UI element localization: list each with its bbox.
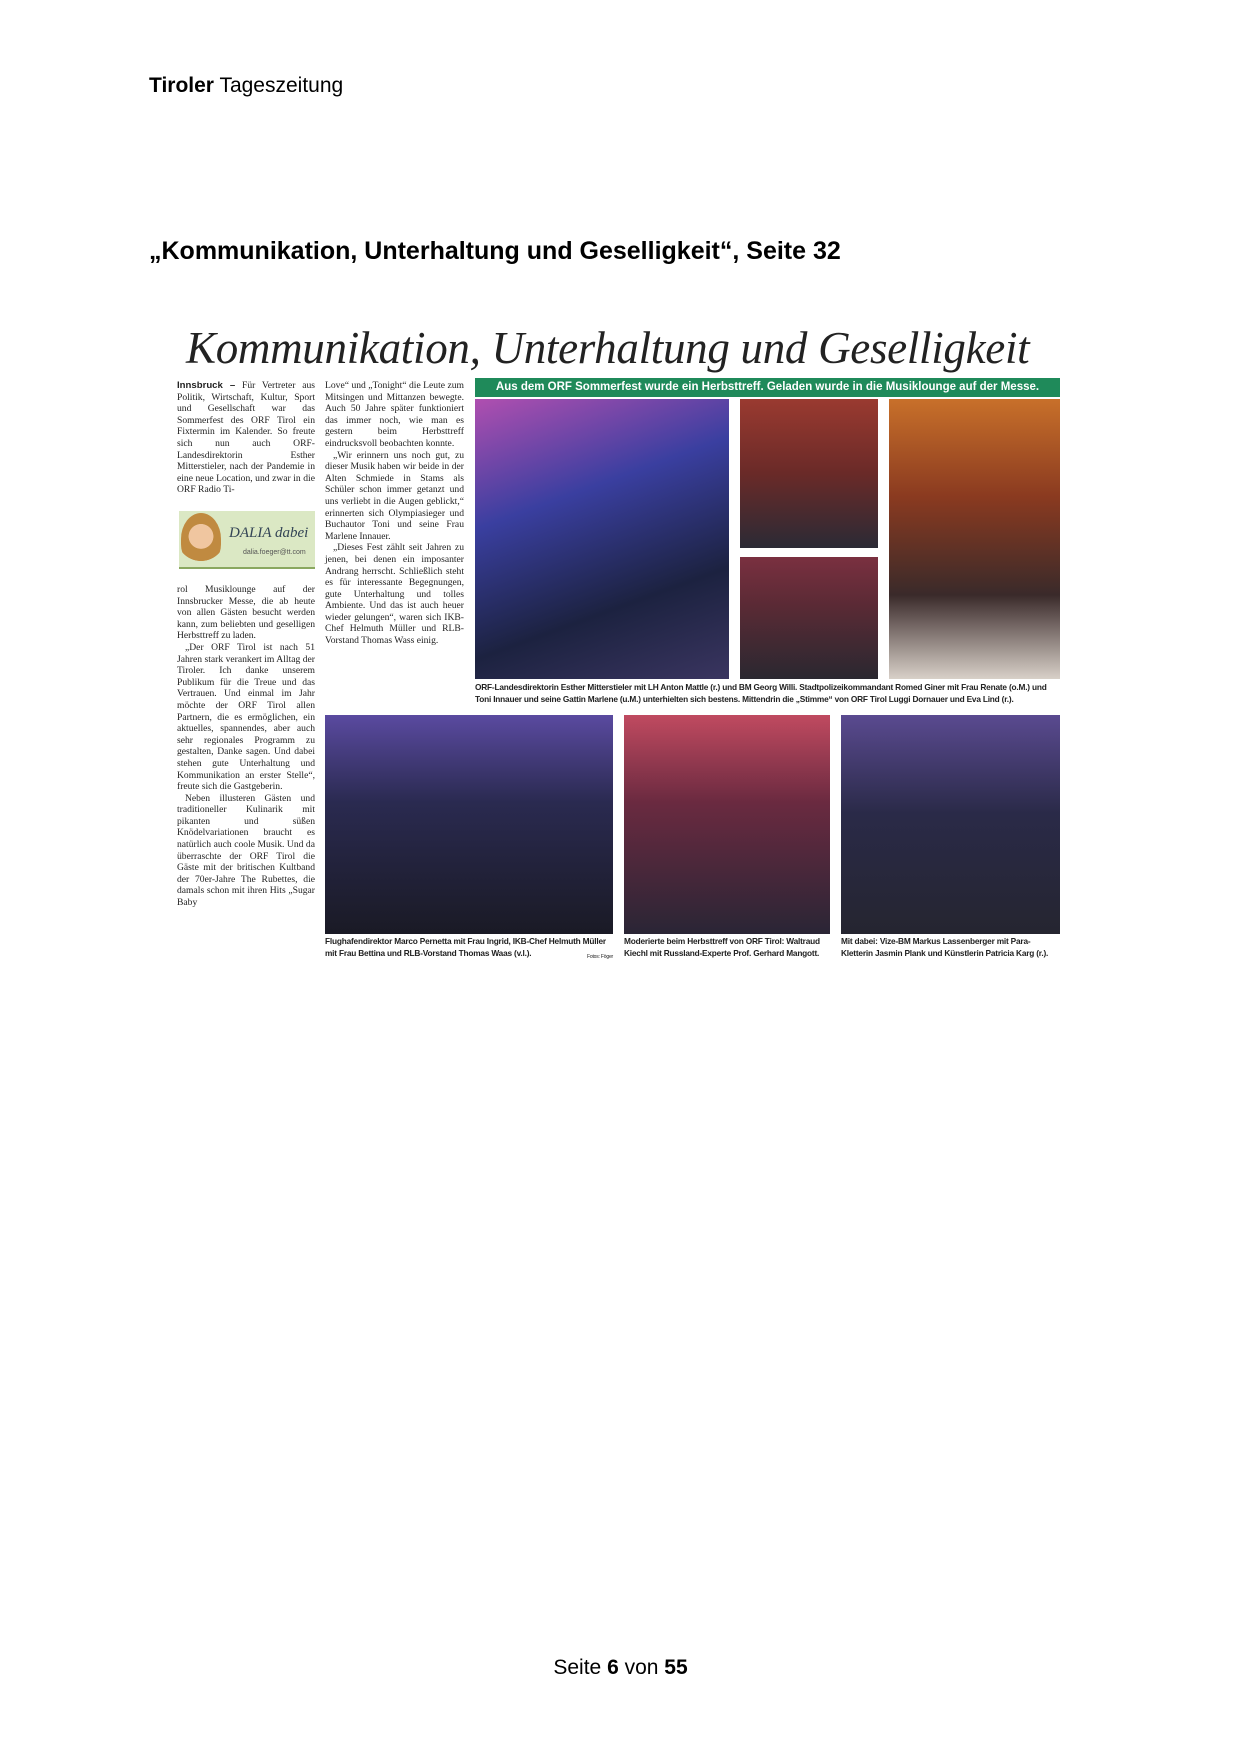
document-title: „Kommunikation, Unterhaltung und Geselligkeit“, Seite 32	[149, 237, 841, 265]
caption-bottom-3: Mit dabei: Vize-BM Markus Lassenberger mit Para-Kletterin Jasmin Plank und Künstlerin Patricia Karg (r.).	[841, 936, 1049, 958]
photo-mitterstieler-mattle-willi	[475, 399, 729, 679]
article-column-1-bottom: rol Musiklounge auf der Innsbrucker Messe, die ab heute von allen Gästen besucht werden kann, zum beliebten und geselligen Herbsttreff zu laden. „Der ORF Tirol ist nach 51 Jahren stark verankert im Alltag der Tiroler. Ich danke unserem Publikum für die Treue und das Vertrauen. Und einmal im Jahr möchte der ORF Tirol allen Partnern, die es ermöglichen, ein aktuelles, spannendes, aber auch sehr regionales Programm zu gestalten, Danke sagen. Und dabei stehen gute Unterhaltung und Kommunikation an erster Stelle“, freute sich die Gastgeberin. Neben illusteren Gästen und traditioneller Kulinarik mit pikanten und süßen Knödelvariationen braucht es natürlich auch coole Musik. Und da überraschte der ORF Tirol die Gäste mit der britischen Kultband der 70er-Jahre The Rubettes, die damals schon mit ihren Hits „Sugar Baby	[177, 584, 315, 909]
photo-innauer	[740, 557, 878, 679]
photo-giner-renate	[740, 399, 878, 548]
article-column-2: Love“ und „Tonight“ die Leute zum Mitsingen und Mittanzen bewegte. Auch 50 Jahre später funktioniert das immer noch, wie man es gestern beim Herbsttreff eindrucksvoll beobachten konnte. „Wir erinnern uns noch gut, zu dieser Musik haben wir beide in der Alten Schmiede in Stams als Schüler schon immer getanzt und uns verliebt in die Augen geblickt,“ erinnerten sich Olympiasieger und Buchautor Toni und seine Frau Marlene Innauer. „Dieses Fest zählt seit Jahren zu jenen, bei denen ein imposanter Andrang herrscht. Schließlich steht es für interessante Begegnungen, gute Unterhaltung und tolles Ambiente. Und das ist auch heuer wieder gelungen“, waren sich IKB-Chef Helmuth Müller und RLB-Vorstand Thomas Wass einig.	[325, 380, 464, 647]
columnist-photo	[181, 513, 221, 565]
photo-lassenberger-plank-karg	[841, 715, 1060, 934]
photo-dornauer-lind	[889, 399, 1060, 679]
caption-bottom-1: Flughafendirektor Marco Pernetta mit Frau Ingrid, IKB-Chef Helmuth Müller mit Frau Bettina und RLB-Vorstand Thomas Waas (v.l.). Fotos: Föger	[325, 936, 613, 963]
photo-pernetta-mueller-waas	[325, 715, 613, 934]
photo-banner: Aus dem ORF Sommerfest wurde ein Herbsttreff. Geladen wurde in die Musiklounge auf der Messe.	[475, 378, 1060, 397]
article-headline: Kommunikation, Unterhaltung und Geselligkeit	[186, 323, 1030, 373]
article-column-1-top: Innsbruck – Für Vertreter aus Politik, Wirtschaft, Kultur, Sport und Gesellschaft war das Sommerfest des ORF Tirol ein Fixtermin im Kalender. So freute sich nun auch ORF-Landesdirektorin Esther Mitterstieler, nach der Pandemie in eine neue Location, und zwar in die ORF Radio Ti-	[177, 380, 315, 496]
publication-name: Tiroler Tageszeitung	[149, 74, 344, 97]
photo-credit: Fotos: Föger	[587, 953, 613, 960]
caption-top: ORF-Landesdirektorin Esther Mitterstieler mit LH Anton Mattle (r.) und BM Georg Willi. Stadtpolizeikommandant Romed Giner mit Frau Renate (o.M.) und Toni Innauer und seine Gattin Marlene (u.M.) unterhielten sich bestens. Mittendrin die „Stimme“ von ORF Tirol Luggi Dornauer und Eva Lind (r.).	[475, 682, 1047, 704]
columnist-box: DALIA dabei dalia.foeger@tt.com	[179, 511, 315, 569]
photo-kiechl-mangott	[624, 715, 830, 934]
caption-bottom-2: Moderierte beim Herbsttreff von ORF Tirol: Waltraud Kiechl mit Russland-Experte Prof. Gerhard Mangott.	[624, 936, 820, 958]
page-number: Seite 6 von 55	[553, 1656, 688, 1679]
